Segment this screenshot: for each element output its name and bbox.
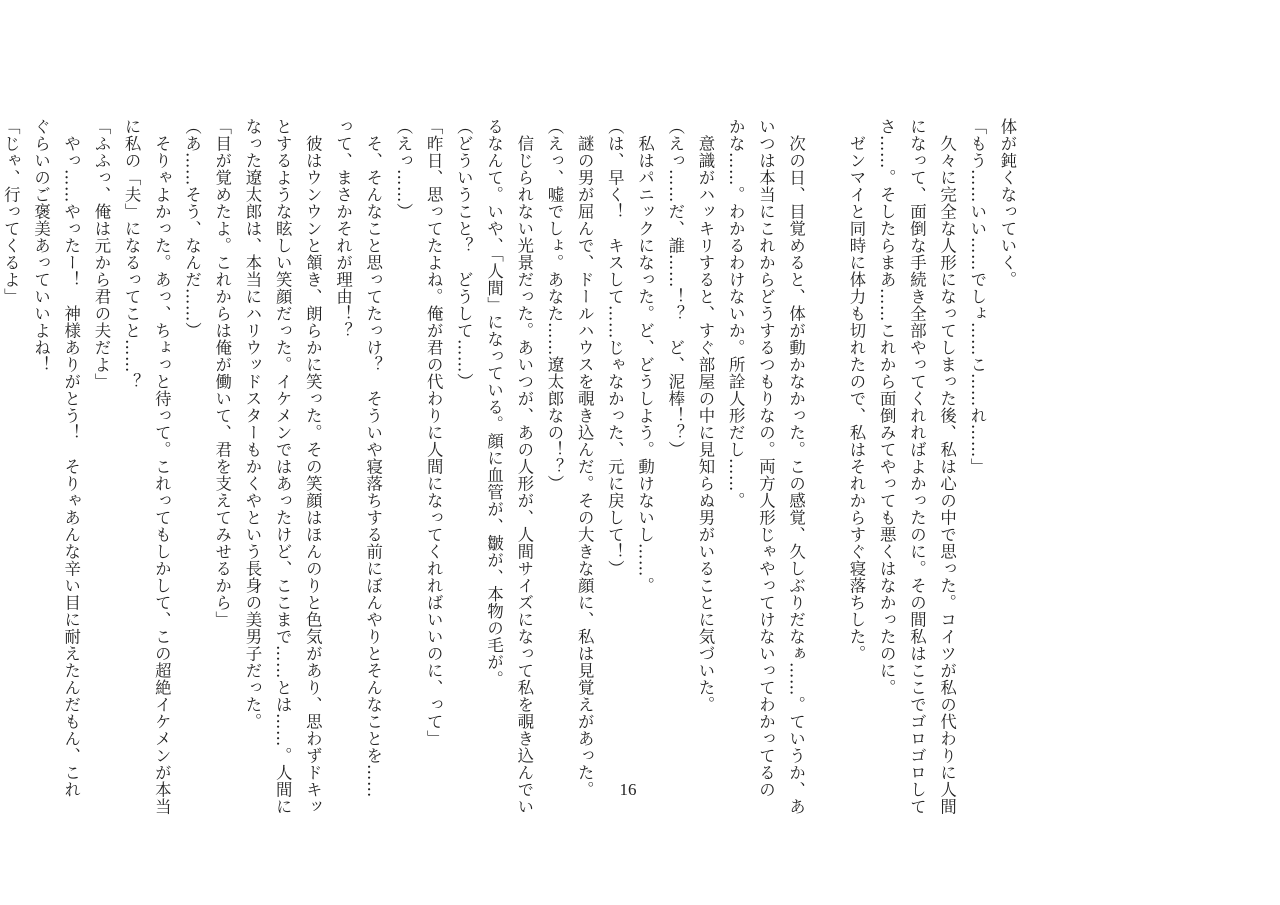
vertical-text-body	[1, 118, 1022, 815]
text-line: 久々に完全な人形になってしまった後、私は心の中で思った。コイツが私の代わりに人間	[937, 118, 957, 815]
text-line: 「もう……いい……でしょ……こ……れ……」	[967, 118, 987, 475]
text-line: 意識がハッキリすると、すぐ部屋の中に見知らぬ男がいることに気づいた。	[695, 118, 715, 713]
paragraph-gap	[811, 118, 841, 798]
text-line: に私の「夫」になるってこと……？	[122, 118, 142, 390]
text-line: そ、そんなこと思ってたっけ？ そういや寝落ちする前にぼんやりとそんなことを……	[363, 118, 383, 798]
page-number: 16	[619, 780, 637, 799]
text-line: 「ふふっ、俺は元から君の夫だよ」	[91, 118, 111, 390]
text-line: やっ……やったー！ 神様ありがとう！ そりゃあんな辛い目に耐えたんだもん、これ	[61, 118, 81, 798]
text-line: （えっ……だ、誰……！？ ど、泥棒！？）	[665, 118, 685, 458]
text-line: 体が鈍くなっていく。	[998, 118, 1017, 288]
text-line: って、まさかそれが理由！？	[333, 118, 353, 339]
text-line: さ……。そしたらまあ……これから面倒みてやっても悪くはなかったのに。	[877, 118, 897, 696]
text-line: になって、面倒な手続き全部やってくれればよかったのに。その間私はここでゴロゴロして	[907, 118, 927, 815]
text-line: るなんて。いや、「人間」になっている。顔に血管が、皺が、本物の毛が。	[484, 118, 504, 688]
text-line: 信じられない光景だった。あいつが、あの人形が、人間サイズになって私を覗き込んでい	[514, 118, 534, 815]
text-line: （あ……そう、なんだ……）	[182, 118, 202, 339]
text-line: 謎の男が屈んで、ドールハウスを覗き込んだ。その大きな顔に、私は見覚えがあった。	[575, 118, 595, 798]
text-line: 「昨日、思ってたよね。俺が君の代わりに人間になってくれればいいのに、って」	[424, 118, 444, 747]
text-line: かな……。わかるわけないか。所詮人形だし……。	[726, 118, 746, 509]
text-line: 「目が覚めたよ。これからは俺が働いて、君を支えてみせるから」	[212, 118, 232, 628]
text-line: 「じゃ、行ってくるよ」	[1, 118, 21, 305]
text-line: そりゃよかった。あっ、ちょっと待って。これってもしかして、この超絶イケメンが本当	[152, 118, 172, 815]
text-line: （は、早く！ キスして……じゃなかった、元に戻して！）	[605, 118, 625, 577]
text-line: 彼はウンウンと頷き、朗らかに笑った。その笑顔はほんのりと色気があり、思わずドキッ	[303, 118, 323, 815]
text-line: なった遼太郎は、本当にハリウッドスターもかくやという長身の美男子だった。	[242, 118, 262, 730]
text-line: いつは本当にこれからどうするつもりなの。両方人形じゃやってけないってわかってるの	[756, 118, 776, 798]
text-line: （えっ、嘘でしょ。あなた……遼太郎なの！？）	[544, 118, 564, 492]
text-line: ゼンマイと同時に体力も切れたので、私はそれからすぐ寝落ちした。	[846, 118, 866, 662]
text-line: （えっ……）	[393, 118, 413, 220]
text-line: とするような眩しい笑顔だった。イケメンではあったけど、ここまで……とは……。人間に	[273, 118, 293, 815]
text-line: ぐらいのご褒美あっていいよね！	[31, 118, 51, 373]
text-line: 次の日、目覚めると、体が動かなかった。この感覚、久しぶりだなぁ……。ていうか、あ	[786, 118, 806, 815]
text-line: （どういうこと？ どうして……）	[454, 118, 474, 390]
text-line: 私はパニックになった。ど、どうしよう。動けないし……。	[635, 118, 655, 594]
